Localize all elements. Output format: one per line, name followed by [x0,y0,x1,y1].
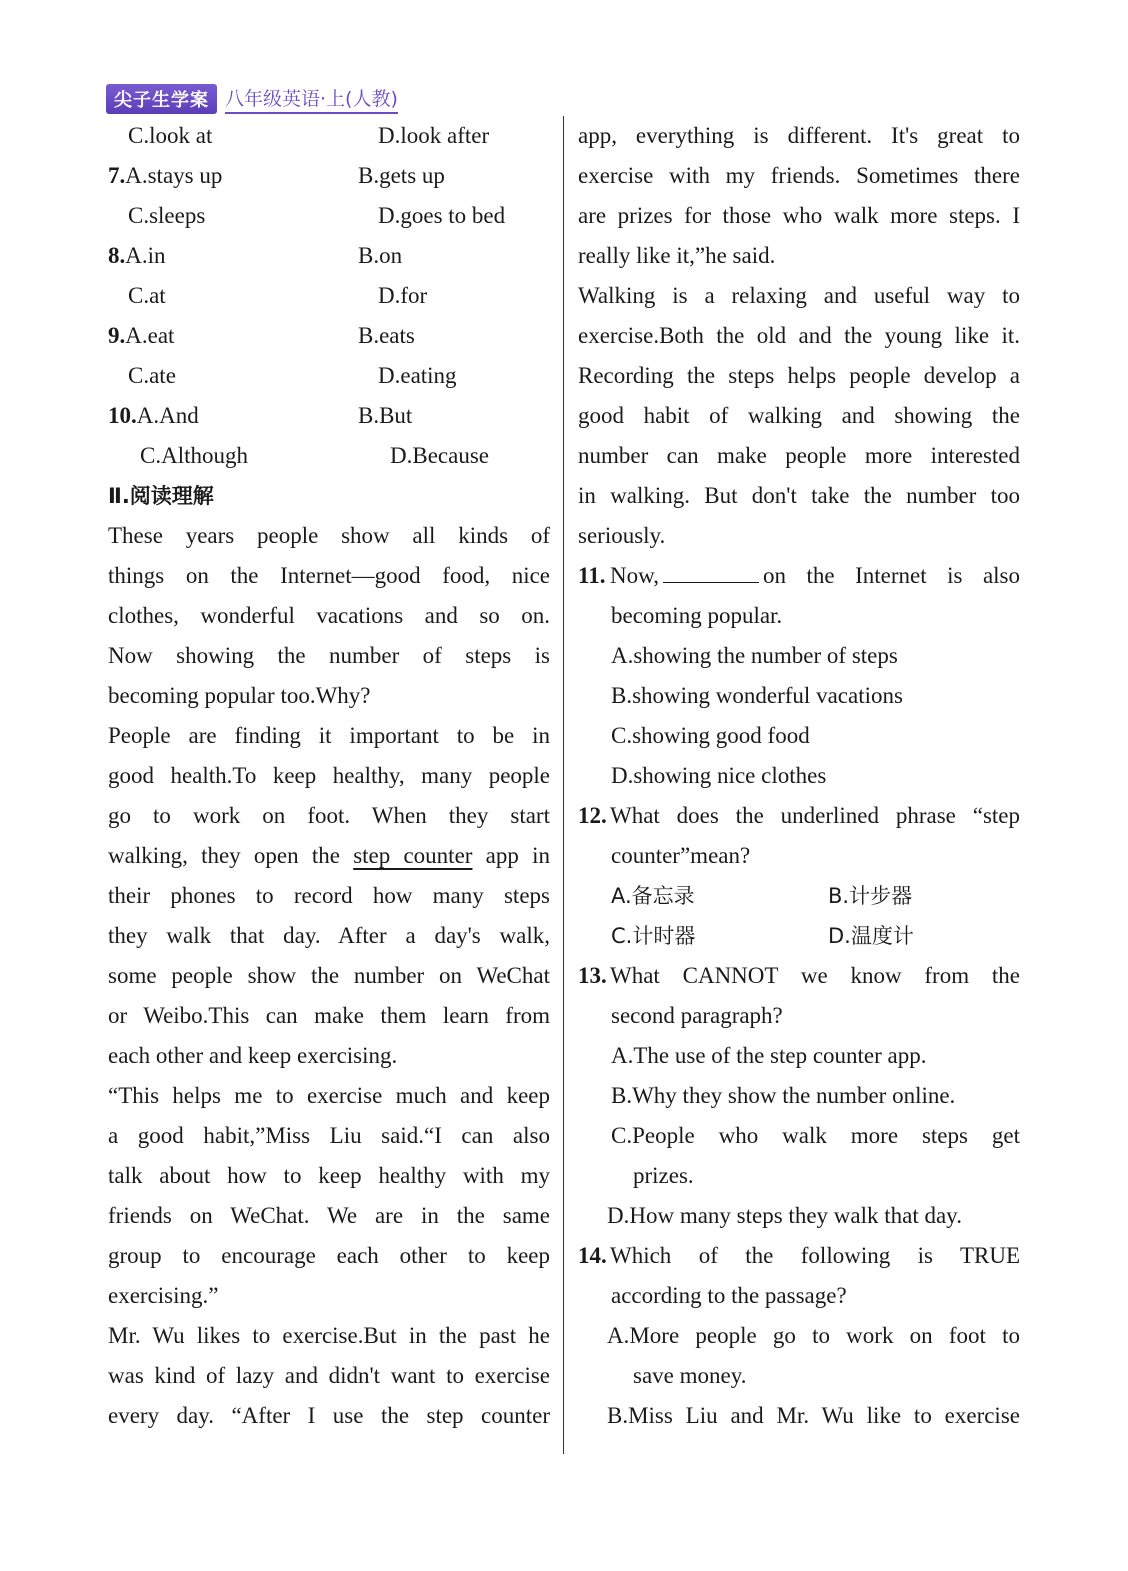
paragraph-line: things on the Internet—good food, nice [108,563,550,588]
text: app in [472,843,550,868]
option-right[interactable]: D.eating [378,363,457,388]
option-row [108,396,550,436]
paragraph-line: good health.To keep healthy, many people [108,763,550,788]
question-number: 13. [578,963,607,988]
question-number: 12. [578,803,607,828]
q11-option[interactable]: D.showing nice clothes [611,763,827,788]
q11-option[interactable]: C.showing good food [611,723,810,748]
option-row [108,196,550,236]
paragraph-line: app, everything is different. It's great to [578,123,1020,148]
question-14 [578,1236,1020,1436]
option-row [108,276,550,316]
paragraph-line: they walk that day. After a day's walk, [108,923,550,948]
paragraph-line: People are finding it important to be in [108,723,550,748]
option-right[interactable]: D.for [378,283,428,308]
option-right[interactable]: D.goes to bed [378,203,506,228]
paragraph-4 [108,1316,550,1436]
question-12 [578,796,1020,956]
option-rows [108,116,550,476]
option-left[interactable] [108,156,358,196]
q12-option-row [578,916,1020,956]
option-d[interactable]: D.How many steps they walk that day. [607,1203,962,1228]
question-text: Which of the following is TRUE [610,1243,1020,1268]
option-c[interactable]: C.计时器 [611,924,696,948]
question-text: What CANNOT we know from the [610,963,1020,988]
left-column [108,116,550,1436]
option-text: C.at [128,283,166,308]
q11-option[interactable]: A.showing the number of steps [611,643,898,668]
question-text-cont: second paragraph? [611,1003,783,1028]
option-a[interactable]: A.备忘录 [611,884,695,908]
option-left[interactable] [108,236,358,276]
paragraph-line: Walking is a relaxing and useful way to [578,283,1020,308]
option-right[interactable]: D.Because [390,443,489,468]
option-row [108,356,550,396]
paragraph-2-line-4 [108,836,550,876]
paragraph-line: in walking. But don't take the number too [578,483,1020,508]
paragraph-line: seriously. [578,523,666,548]
paragraph-line: a good habit,”Miss Liu said.“I can also [108,1123,550,1148]
question-text-cont: becoming popular. [611,603,783,628]
right-column [578,116,1020,1436]
option-row [108,156,550,196]
q11-options [578,636,1020,796]
paragraph-line: number can make people more interested [578,443,1020,468]
answer-blank[interactable] [663,558,759,583]
option-text: C.Although [140,443,248,468]
page-header [106,84,398,114]
paragraph-line: friends on WeChat. We are in the same [108,1203,550,1228]
paragraph-line: “This helps me to exercise much and keep [108,1083,550,1108]
column-divider [563,116,564,1454]
option-row [108,436,550,476]
option-left[interactable] [108,436,390,476]
paragraph-line: exercise.Both the old and the young like it. [578,323,1020,348]
option-left[interactable] [108,196,378,236]
question-number: 9. [108,323,126,348]
q12-option-row [578,876,1020,916]
option-text: C.sleeps [128,203,206,228]
paragraph-5 [578,276,1020,556]
paragraph-line: exercising.” [108,1283,219,1308]
option-right[interactable]: B.But [358,403,413,428]
paragraph-line: becoming popular too.Why? [108,683,371,708]
paragraph-line: go to work on foot. When they start [108,803,550,828]
paragraph-2-rest [108,876,550,1076]
option-row [108,116,550,156]
option-right[interactable]: B.gets up [358,163,445,188]
option-right[interactable]: B.on [358,243,403,268]
option-a[interactable]: A.More people go to work on foot to [607,1323,1020,1348]
paragraph-line: every day. “After I use the step counter [108,1403,550,1428]
question-number: 14. [578,1243,607,1268]
question-text: What does the underlined phrase “step [610,803,1020,828]
paragraph-line: was kind of lazy and didn't want to exercise [108,1363,550,1388]
option-d[interactable]: D.温度计 [828,924,914,948]
paragraph-line: These years people show all kinds of [108,523,550,548]
paragraph-line: good habit of walking and showing the [578,403,1020,428]
option-text: A.in [125,243,166,268]
question-number: 7. [108,163,126,188]
question-number: 8. [108,243,126,268]
option-row [108,236,550,276]
question-11 [578,556,1020,796]
paragraph-line: some people show the number on WeChat [108,963,550,988]
question-number: 10. [108,403,137,428]
paragraph-line: group to encourage each other to keep [108,1243,550,1268]
paragraph-2 [108,716,550,836]
option-text: C.look at [128,123,213,148]
option-left[interactable] [108,356,378,396]
option-c-cont: prizes. [633,1163,694,1188]
paragraph-line: or Weibo.This can make them learn from [108,1003,550,1028]
paragraph-1 [108,516,550,716]
option-left[interactable] [108,316,358,356]
question-text [610,556,1020,596]
text: Now, [610,563,659,588]
option-a[interactable]: A.The use of the step counter app. [611,1043,927,1068]
option-left[interactable] [108,116,378,156]
paragraph-line: clothes, wonderful vacations and so on. [108,603,550,628]
option-text: A.stays up [125,163,223,188]
question-number: 11. [578,563,606,588]
option-row [108,316,550,356]
paragraph-line: exercise with my friends. Sometimes there [578,163,1020,188]
paragraph-4-continued [578,116,1020,276]
paragraph-3 [108,1076,550,1316]
section-heading: Ⅱ.阅读理解 [108,484,214,508]
option-left[interactable] [108,396,358,436]
question-13 [578,956,1020,1236]
option-right[interactable]: B.eats [358,323,415,348]
paragraph-line: Mr. Wu likes to exercise.But in the past he [108,1323,550,1348]
underlined-step-counter: step counter [353,843,473,868]
option-b[interactable]: B.Why they show the number online. [611,1083,956,1108]
paragraph-line: Now showing the number of steps is [108,643,550,668]
option-text: A.And [136,403,199,428]
option-a-cont: save money. [633,1363,747,1388]
option-b[interactable]: B.计步器 [828,884,913,908]
q11-option[interactable]: B.showing wonderful vacations [611,683,903,708]
paragraph-line: really like it,”he said. [578,243,776,268]
paragraph-line: talk about how to keep healthy with my [108,1163,550,1188]
option-text: A.eat [125,323,175,348]
question-text-cont: according to the passage? [611,1283,847,1308]
brand-badge: 尖子生学案 [106,84,217,114]
paragraph-line: Recording the steps helps people develop a [578,363,1020,388]
option-text: C.ate [128,363,176,388]
subject-title: 八年级英语·上(人教) [225,84,398,114]
paragraph-line: their phones to record how many steps [108,883,550,908]
option-right[interactable]: D.look after [378,123,490,148]
paragraph-line: are prizes for those who walk more steps. I [578,203,1020,228]
text: on the Internet is also [762,563,1020,588]
option-left[interactable] [108,276,378,316]
text: walking, they open the [108,843,354,868]
option-c[interactable]: C.People who walk more steps get [611,1123,1020,1148]
question-text-cont: counter”mean? [611,843,751,868]
option-b[interactable]: B.Miss Liu and Mr. Wu like to exercise [607,1403,1020,1428]
paragraph-line: each other and keep exercising. [108,1043,398,1068]
